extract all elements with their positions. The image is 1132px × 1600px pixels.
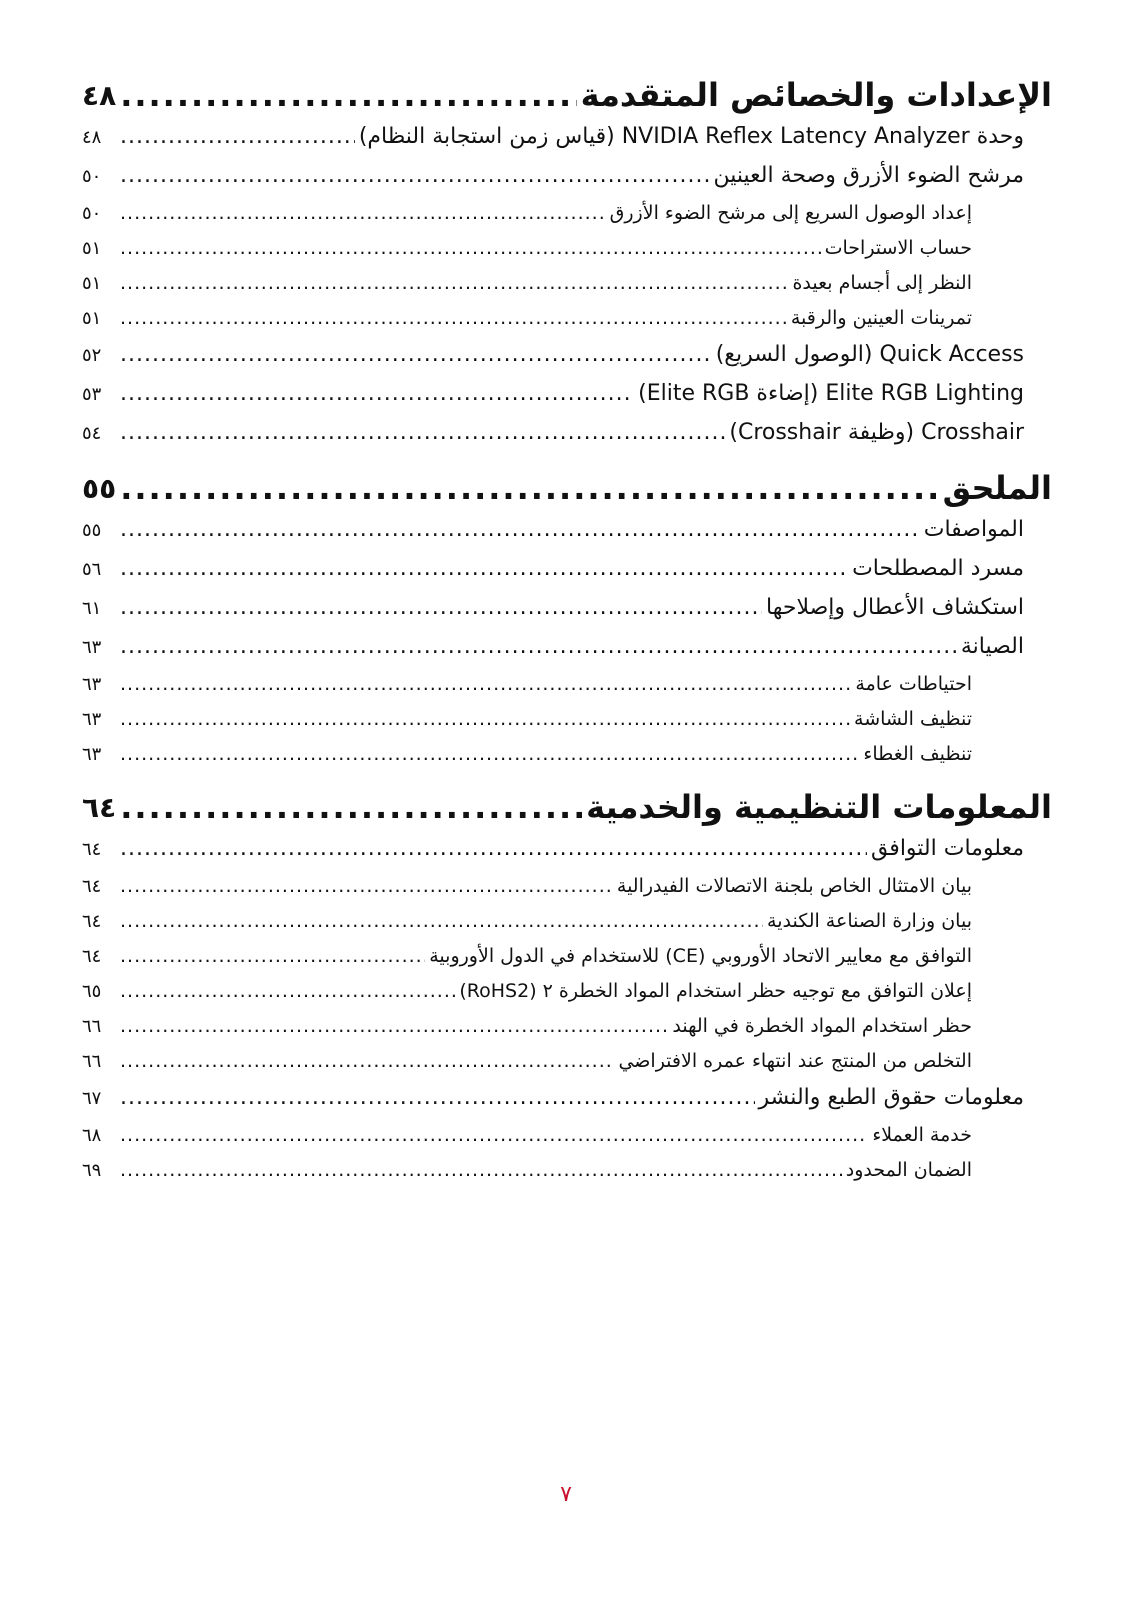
toc-page-number: ٦٧ — [82, 1088, 102, 1109]
toc-subentry[interactable] — [82, 1015, 1052, 1050]
toc-subentry[interactable] — [82, 237, 1052, 272]
toc-page-number: ٦٤ — [82, 876, 102, 897]
dot-leader — [120, 1159, 842, 1181]
toc-entry[interactable] — [82, 342, 1052, 381]
toc-entry-title: وحدة NVIDIA Reflex Latency Analyzer (قياس زمن استجابة النظام) — [358, 124, 1024, 149]
toc-entry[interactable] — [82, 124, 1052, 163]
toc-entry-title: معلومات حقوق الطبع والنشر — [758, 1085, 1024, 1110]
dot-leader — [120, 1015, 668, 1037]
dot-leader — [120, 743, 859, 765]
toc-subentry[interactable] — [82, 307, 1052, 342]
toc-page-number: ٥١ — [82, 308, 102, 329]
dot-leader — [120, 595, 762, 620]
toc-entry[interactable] — [82, 836, 1052, 875]
dot-leader — [120, 1124, 868, 1146]
toc-page-number: ٦٣ — [82, 709, 102, 730]
dot-leader — [120, 342, 712, 367]
toc-entry-title: Quick Access (الوصول السريع) — [715, 342, 1024, 367]
toc-entry-title: التوافق مع معايير الاتحاد الأوروبي (CE) للاستخدام في الدول الأوروبية — [429, 945, 972, 967]
toc-entry-title: خدمة العملاء — [872, 1124, 972, 1146]
toc-entry-title: الملحق — [942, 469, 1052, 507]
toc-subentry[interactable] — [82, 1159, 1052, 1194]
toc-entry[interactable] — [82, 517, 1052, 556]
toc-entry-title: احتياطات عامة — [855, 673, 972, 695]
toc-subentry[interactable] — [82, 875, 1052, 910]
dot-leader — [120, 788, 582, 826]
dot-leader — [120, 556, 848, 581]
toc-page-number: ٦٨ — [82, 1125, 102, 1146]
dot-leader — [120, 910, 763, 932]
toc-subentry[interactable] — [82, 910, 1052, 945]
toc-entry-title: Crosshair (وظيفة Crosshair) — [729, 420, 1024, 445]
dot-leader — [120, 237, 821, 259]
dot-leader — [120, 836, 867, 861]
toc-entry-title: Elite RGB Lighting (إضاءة Elite RGB) — [638, 381, 1024, 406]
toc-subentry[interactable] — [82, 945, 1052, 980]
toc-entry-title: حظر استخدام المواد الخطرة في الهند — [672, 1015, 972, 1037]
dot-leader — [120, 272, 788, 294]
dot-leader — [120, 945, 425, 967]
dot-leader — [120, 1050, 614, 1072]
toc-page-number: ٥٠ — [82, 203, 102, 224]
toc-subentry[interactable] — [82, 202, 1052, 237]
toc-page-number: ٦٣ — [82, 744, 102, 765]
toc-entry-title: الإعدادات والخصائص المتقدمة — [580, 76, 1052, 114]
toc-entry-title: المواصفات — [923, 517, 1024, 542]
toc-page-number: ٦٩ — [82, 1160, 102, 1181]
toc-entry[interactable] — [82, 163, 1052, 202]
toc-section-heading[interactable] — [82, 459, 1052, 517]
toc-subentry[interactable] — [82, 743, 1052, 778]
table-of-contents — [82, 66, 1052, 1194]
toc-entry-title: تمرينات العينين والرقبة — [790, 307, 972, 329]
toc-entry[interactable] — [82, 381, 1052, 420]
toc-entry[interactable] — [82, 1085, 1052, 1124]
toc-entry-title: معلومات التوافق — [870, 836, 1024, 861]
dot-leader — [120, 202, 606, 224]
toc-page-number: ٤٨ — [82, 78, 117, 112]
dot-leader — [120, 875, 613, 897]
dot-leader — [120, 469, 938, 507]
toc-subentry[interactable] — [82, 980, 1052, 1015]
dot-leader — [120, 708, 850, 730]
toc-entry-title: استكشاف الأعطال وإصلاحها — [766, 595, 1024, 620]
toc-page-number: ٦٤ — [82, 790, 117, 824]
toc-page-number: ٦٦ — [82, 1016, 102, 1037]
toc-entry-title: مرشح الضوء الأزرق وصحة العينين — [713, 163, 1024, 188]
toc-page-number: ٥٠ — [82, 166, 102, 187]
toc-page-number: ٦٤ — [82, 946, 102, 967]
toc-page-number: ٦٦ — [82, 1051, 102, 1072]
toc-entry-title: تنظيف الغطاء — [863, 743, 972, 765]
toc-page-number: ٦١ — [82, 598, 102, 619]
dot-leader — [120, 307, 787, 329]
toc-entry-title: بيان الامتثال الخاص بلجنة الاتصالات الفيدرالية — [616, 875, 972, 897]
toc-section-heading[interactable] — [82, 778, 1052, 836]
toc-entry[interactable] — [82, 595, 1052, 634]
toc-entry[interactable] — [82, 634, 1052, 673]
toc-page-number: ٦٤ — [82, 839, 102, 860]
toc-page-number: ٦٣ — [82, 637, 102, 658]
toc-entry-title: بيان وزارة الصناعة الكندية — [767, 910, 972, 932]
dot-leader — [120, 124, 355, 149]
toc-page-number: ٦٤ — [82, 911, 102, 932]
dot-leader — [120, 381, 634, 406]
dot-leader — [120, 163, 709, 188]
dot-leader — [120, 634, 957, 659]
toc-page-number: ٤٨ — [82, 127, 102, 148]
toc-page-number: ٥١ — [82, 238, 102, 259]
page-number: ٧ — [560, 1482, 572, 1507]
dot-leader — [120, 76, 576, 114]
toc-subentry[interactable] — [82, 272, 1052, 307]
toc-entry[interactable] — [82, 556, 1052, 595]
toc-page-number: ٥٣ — [82, 384, 102, 405]
toc-page-number: ٥٦ — [82, 559, 102, 580]
toc-entry-title: الضمان المحدود — [845, 1159, 972, 1181]
toc-entry-title: إعلان التوافق مع توجيه حظر استخدام المواد الخطرة ٢ (RoHS2) — [459, 980, 972, 1002]
toc-subentry[interactable] — [82, 708, 1052, 743]
toc-page-number: ٦٥ — [82, 981, 102, 1002]
toc-entry[interactable] — [82, 420, 1052, 459]
toc-subentry[interactable] — [82, 673, 1052, 708]
toc-page-number: ٦٣ — [82, 674, 102, 695]
dot-leader — [120, 420, 725, 445]
toc-entry-title: مسرد المصطلحات — [852, 556, 1024, 581]
toc-section-heading[interactable] — [82, 66, 1052, 124]
toc-page-number: ٥٥ — [82, 471, 117, 505]
toc-entry-title: تنظيف الشاشة — [854, 708, 972, 730]
toc-entry-title: النظر إلى أجسام بعيدة — [792, 272, 972, 294]
toc-subentry[interactable] — [82, 1124, 1052, 1159]
toc-entry-title: حساب الاستراحات — [824, 237, 972, 259]
dot-leader — [120, 980, 455, 1002]
toc-page-number: ٥٢ — [82, 345, 102, 366]
toc-entry-title: التخلص من المنتج عند انتهاء عمره الافتراضي — [618, 1050, 972, 1072]
dot-leader — [120, 517, 920, 542]
dot-leader — [120, 1085, 755, 1110]
toc-page-number: ٥٤ — [82, 423, 102, 444]
toc-entry-title: الصيانة — [960, 634, 1024, 659]
toc-entry-title: المعلومات التنظيمية والخدمية — [586, 788, 1052, 826]
toc-page-number: ٥٥ — [82, 520, 102, 541]
toc-page-number: ٥١ — [82, 273, 102, 294]
dot-leader — [120, 673, 851, 695]
toc-entry-title: إعداد الوصول السريع إلى مرشح الضوء الأزرق — [609, 202, 972, 224]
toc-subentry[interactable] — [82, 1050, 1052, 1085]
